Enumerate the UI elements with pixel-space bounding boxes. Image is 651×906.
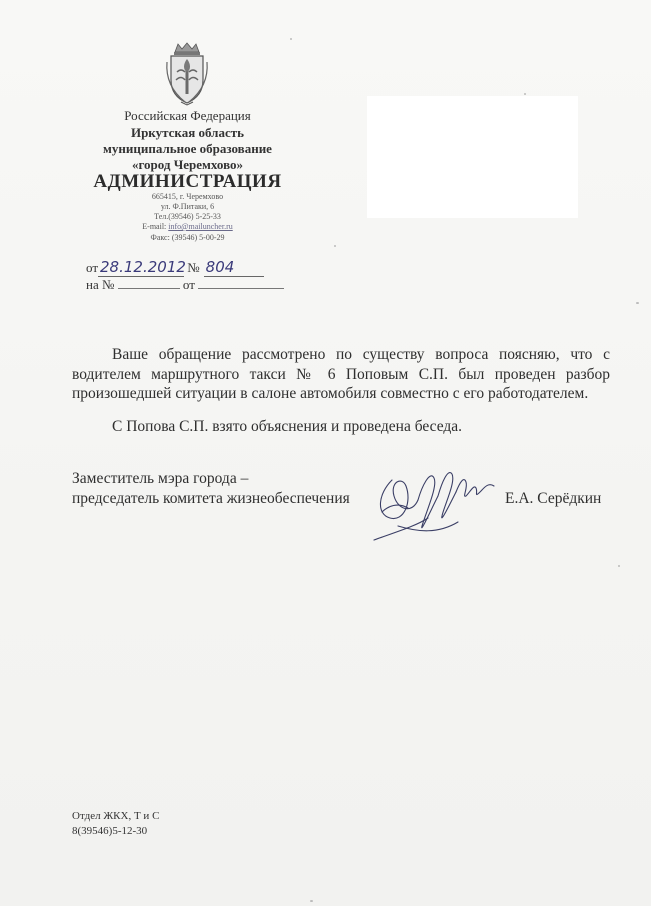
reference-row-outgoing [86, 258, 264, 277]
scan-speck [524, 93, 526, 95]
address-index: 665415, г. Черемхово [151, 192, 224, 201]
header-region: Иркутская область [130, 125, 245, 140]
scan-speck [334, 245, 336, 247]
reference-incoming-number-blank [118, 276, 180, 289]
reference-number-handwritten: 804 [204, 258, 264, 277]
address-phone: Тел.(39546) 5-25-33 [154, 212, 221, 221]
reference-row-incoming [86, 276, 284, 293]
header-organization: АДМИНИСТРАЦИЯ [93, 171, 282, 192]
reference-on-label: на № [86, 277, 115, 292]
scan-speck [636, 302, 639, 304]
signatory-title-line-1: Заместитель мэра города – [72, 470, 249, 487]
body-paragraph-1: Ваше обращение рассмотрено по существу вопроса поясняю, что с водителем маршрутного такси № 6 Поповым С.П. был проведен разбор произошедшей ситуации в салоне автомобиля совместно с его работодателем. [72, 346, 610, 402]
address-email-row [60, 222, 315, 231]
scan-speck [618, 565, 620, 567]
reference-from-label-2: от [182, 277, 195, 292]
signatory-title-line-2: председатель комитета жизнеобеспечения [72, 490, 350, 507]
scan-speck [310, 900, 313, 902]
header-country: Российская Федерация [124, 108, 251, 123]
reference-number-label: № [187, 260, 200, 275]
handwritten-signature [368, 452, 510, 544]
footer-department: Отдел ЖКХ, Т и С [72, 810, 160, 822]
reference-date-handwritten: 28.12.2012 [100, 258, 186, 276]
address-street: ул. Ф.Питаки, 6 [160, 202, 215, 211]
header-municipality: муниципальное образование [103, 141, 272, 156]
email-link[interactable]: info@mailuncher.ru [168, 222, 233, 231]
header-city: «город Черемхово» [131, 157, 244, 172]
scan-speck [290, 38, 292, 40]
email-label: E-mail: [142, 222, 167, 231]
coat-of-arms-emblem [163, 42, 211, 106]
footer-phone: 8(39546)5-12-30 [72, 825, 148, 837]
redacted-addressee-block [367, 96, 578, 218]
reference-from-label: от [86, 260, 99, 275]
reference-incoming-date-blank [198, 276, 284, 289]
address-fax: Факс: (39546) 5-00-29 [150, 233, 225, 242]
signatory-name: Е.А. Серёдкин [505, 490, 602, 507]
body-paragraph-2: С Попова С.П. взято объяснения и проведена беседа. [112, 418, 463, 435]
